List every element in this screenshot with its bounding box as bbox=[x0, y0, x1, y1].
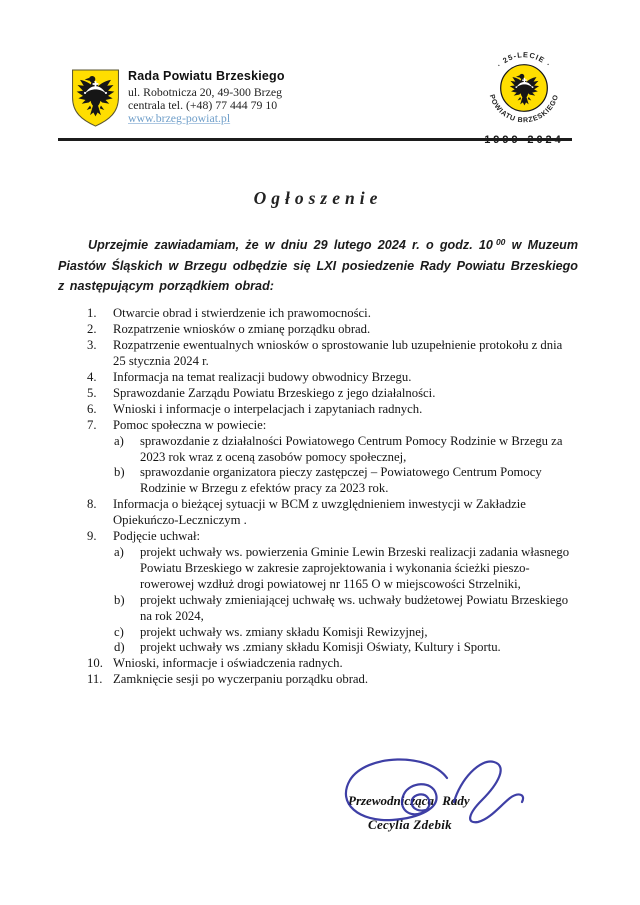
agenda-list bbox=[58, 306, 578, 688]
item-text: projekt uchwały ws. powierzenia Gminie Lewin Brzeski realizacji zadania własnego Powiatu Brzeskiego w zakresie zaprojektowania i wykonania ścieżki pieszo-rowerowej wzdłuż drogi powiatowej nr 1165 O w miejscowości Strzelniki, bbox=[140, 544, 570, 591]
agenda-subitem bbox=[58, 640, 578, 656]
item-text: projekt uchwały ws. zmiany składu Komisji Rewizyjnej, bbox=[140, 624, 428, 639]
item-text: Sprawozdanie Zarządu Powiatu Brzeskiego z jego działalności. bbox=[113, 385, 436, 400]
signature-role: Przewodnicząca Rady bbox=[348, 793, 470, 808]
agenda-item bbox=[58, 672, 578, 688]
item-number: 10. bbox=[87, 656, 103, 671]
item-text: Podjęcie uchwał: bbox=[113, 529, 201, 544]
address-line-2: centrala tel. (+48) 77 444 79 10 bbox=[128, 98, 278, 112]
item-number: 3. bbox=[87, 338, 97, 353]
item-number: 2. bbox=[87, 322, 97, 337]
item-text: Wnioski i informacje o interpelacjach i zapytaniach radnych. bbox=[113, 401, 423, 416]
seal-bottom-text: POWIATU BRZESKIEGO bbox=[487, 93, 561, 125]
item-text: Pomoc społeczna w powiecie: bbox=[113, 417, 267, 432]
shield-emblem-icon bbox=[70, 67, 121, 129]
item-text: Otwarcie obrad i stwierdzenie ich prawomocności. bbox=[113, 306, 371, 321]
intro-part2: w Muzeum Piastów Śląskich w Brzegu odbędzie się LXI posiedzenie Rady Powiatu Brzeskiego z następującym porządkiem obrad: bbox=[58, 238, 579, 293]
address-line-1: ul. Robotnicza 20, 49-300 Brzeg bbox=[128, 85, 282, 99]
agenda-item bbox=[58, 529, 578, 545]
signature-name: Cecylia Zdebik bbox=[368, 817, 452, 832]
item-text: projekt uchwały ws .zmiany składu Komisji Oświaty, Kultury i Sportu. bbox=[140, 640, 501, 655]
item-number: 9. bbox=[87, 529, 97, 544]
item-number: 6. bbox=[87, 401, 97, 416]
item-text: sprawozdanie z działalności Powiatowego Centrum Pomocy Rodzinie w Brzegu za 2023 rok wraz z oceną zasobów pomocy społecznej, bbox=[140, 433, 563, 464]
header-text-block bbox=[128, 69, 285, 125]
intro-paragraph bbox=[58, 236, 578, 296]
item-text: sprawozdanie organizatora pieczy zastępczej – Powiatowego Centrum Pomocy Rodzinie w Brzegu z efektów pracy za 2023 rok. bbox=[140, 465, 542, 496]
intro-superscript: 00 bbox=[495, 236, 506, 247]
page-title: Ogłoszenie bbox=[253, 188, 383, 208]
org-name: Rada Powiatu Brzeskiego bbox=[128, 69, 285, 83]
item-text: projekt uchwały zmieniającej uchwałę ws. uchwały budżetowej Powiatu Brzeskiego na rok 2024, bbox=[140, 592, 569, 623]
agenda-subitem bbox=[58, 434, 578, 466]
item-number: 7. bbox=[87, 417, 97, 432]
item-number: 4. bbox=[87, 370, 97, 385]
agenda-item bbox=[58, 322, 578, 338]
intro-part1: Uprzejmie zawiadamiam, że w dniu 29 lutego 2024 r. o godz. 10 bbox=[88, 238, 493, 252]
item-number: 1. bbox=[87, 306, 97, 321]
website-link[interactable]: www.brzeg-powiat.pl bbox=[128, 111, 231, 125]
item-text: Wnioski, informacje i oświadczenia radnych. bbox=[113, 656, 343, 671]
item-number: b) bbox=[114, 465, 125, 480]
item-number: 5. bbox=[87, 385, 97, 400]
agenda-item bbox=[58, 656, 578, 672]
seal-top-text: · 25-LECIE · bbox=[494, 50, 554, 70]
item-text: Informacja o bieżącej sytuacji w BCM z uwzględnieniem inwestycji w Zakładzie Opiekuńczo-Leczniczym . bbox=[113, 497, 526, 528]
header bbox=[0, 0, 640, 141]
item-number: a) bbox=[114, 544, 124, 559]
item-text: Rozpatrzenie wniosków o zmianę porządku obrad. bbox=[113, 322, 371, 337]
agenda-item bbox=[58, 370, 578, 386]
item-number: b) bbox=[114, 592, 125, 607]
item-number: d) bbox=[114, 640, 125, 655]
agenda-item bbox=[58, 497, 578, 529]
signature-block bbox=[332, 750, 564, 862]
agenda-subitem bbox=[58, 625, 578, 641]
agenda-subitem bbox=[58, 593, 578, 625]
agenda-subitem bbox=[58, 465, 578, 497]
agenda-item bbox=[58, 306, 578, 322]
document-body bbox=[58, 141, 578, 688]
item-text: Informacja na temat realizacji budowy obwodnicy Brzegu. bbox=[113, 370, 412, 385]
item-number: a) bbox=[114, 433, 124, 448]
anniversary-seal-block bbox=[477, 44, 571, 146]
item-number: c) bbox=[114, 624, 124, 639]
item-number: 11. bbox=[87, 672, 103, 687]
agenda-item bbox=[58, 386, 578, 402]
item-text: Rozpatrzenie ewentualnych wniosków o sprostowanie lub uzupełnienie protokołu z dnia 25 stycznia 2024 r. bbox=[113, 338, 563, 369]
seal-emblem-icon bbox=[480, 44, 568, 132]
agenda-item bbox=[58, 338, 578, 370]
item-text: Zamknięcie sesji po wyczerpaniu porządku obrad. bbox=[113, 672, 369, 687]
item-number: 8. bbox=[87, 497, 97, 512]
agenda-subitem bbox=[58, 545, 578, 593]
agenda-item bbox=[58, 418, 578, 434]
agenda-item bbox=[58, 402, 578, 418]
